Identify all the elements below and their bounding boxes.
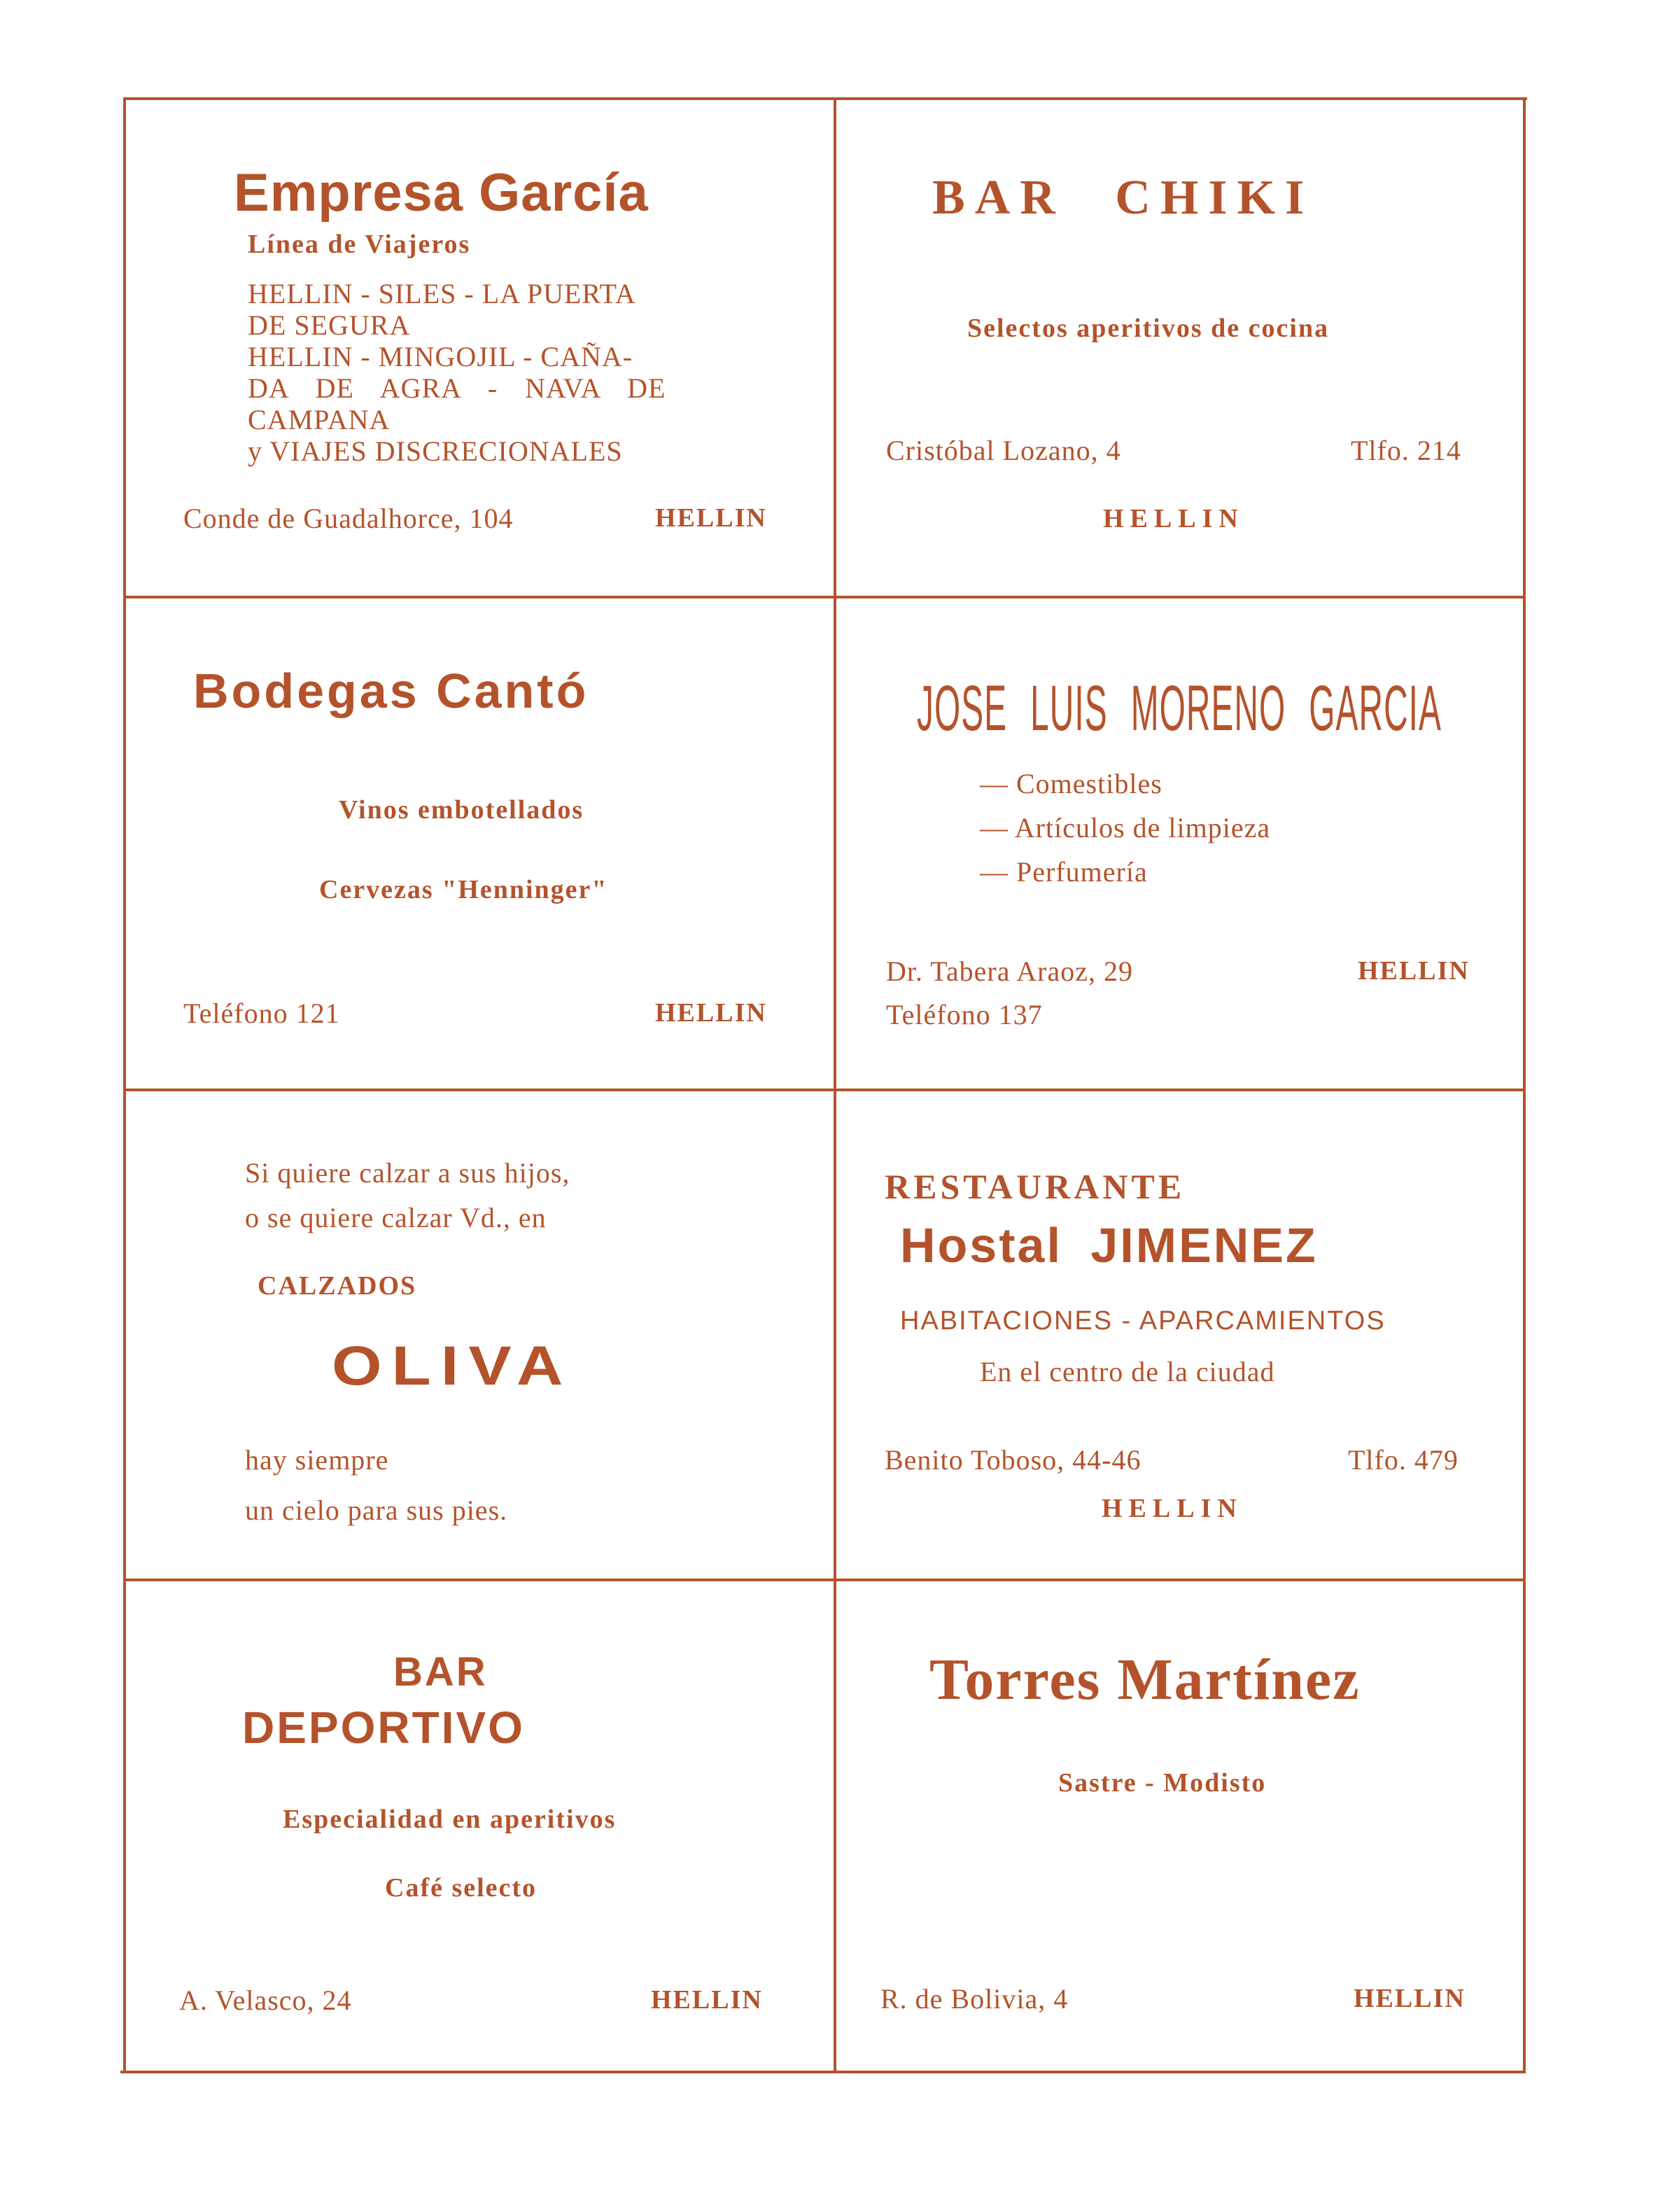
ad-line: HABITACIONES - APARCAMIENTOS (900, 1306, 1386, 1336)
ad-city: HELLIN (1103, 504, 1244, 533)
ad-title: BAR CHIKI (932, 171, 1314, 225)
ad-line: Cervezas "Henninger" (319, 875, 608, 904)
ad-city: HELLIN (651, 1985, 763, 2015)
ad-address: A. Velasco, 24 (179, 1984, 352, 2016)
route-line: DA DE AGRA - NAVA DE (248, 372, 666, 404)
product-item: — Artículos de limpieza (980, 812, 1271, 844)
ad-phone: Teléfono 121 (183, 997, 340, 1029)
frame-top-border (125, 97, 1527, 100)
ad-title: Hostal JIMENEZ (900, 1218, 1318, 1273)
ad-city: HELLIN (655, 998, 767, 1028)
ad-phone: Tlfo. 214 (1351, 435, 1461, 466)
ad-title: Torres Martínez (929, 1647, 1361, 1712)
ad-city: HELLIN (1358, 956, 1470, 986)
ad-city: HELLIN (655, 503, 767, 533)
ad-title: Empresa García (234, 163, 649, 223)
frame-right-border (1523, 97, 1526, 2073)
ad-tagline: Selectos aperitivos de cocina (967, 314, 1330, 343)
ad-phone: Teléfono 137 (886, 999, 1043, 1030)
route-line: y VIAJES DISCRECIONALES (248, 435, 623, 467)
ad-line: Vinos embotellados (339, 795, 584, 825)
ad-kicker: RESTAURANTE (885, 1167, 1186, 1206)
ad-intro: Si quiere calzar a sus hijos, (245, 1157, 570, 1189)
ad-title: JOSE LUIS MORENO GARCIA (917, 673, 1442, 744)
ad-title: BAR (393, 1649, 488, 1695)
frame-center-divider (834, 100, 836, 2071)
ad-address: R. de Bolivia, 4 (880, 1983, 1069, 2015)
ad-subtitle: Línea de Viajeros (248, 230, 471, 259)
ad-line: En el centro de la ciudad (980, 1356, 1275, 1387)
row-divider-2 (126, 1088, 1523, 1091)
ad-brand: OLIVA (332, 1335, 573, 1397)
ad-city: HELLIN (1354, 1984, 1466, 2013)
route-line: CAMPANA (248, 404, 391, 435)
ad-address: Benito Toboso, 44-46 (885, 1444, 1141, 1476)
ad-title: DEPORTIVO (242, 1702, 525, 1753)
ad-subtitle: Sastre - Modisto (1058, 1768, 1267, 1798)
ad-line: Café selecto (385, 1873, 538, 1903)
ad-outro: un cielo para sus pies. (245, 1494, 508, 1526)
ad-address: Cristóbal Lozano, 4 (886, 435, 1121, 466)
product-item: — Perfumería (980, 856, 1148, 888)
ad-line: Especialidad en aperitivos (283, 1805, 617, 1834)
row-divider-3 (126, 1578, 1523, 1581)
route-line: DE SEGURA (248, 309, 411, 341)
frame-bottom-border (120, 2071, 1523, 2073)
route-line: HELLIN - MINGOJIL - CAÑA- (248, 341, 633, 372)
frame-left-border (123, 97, 126, 2073)
ad-title: Bodegas Cantó (193, 664, 589, 718)
ad-intro: o se quiere calzar Vd., en (245, 1202, 547, 1233)
ad-outro: hay siempre (245, 1444, 389, 1476)
ad-label: CALZADOS (258, 1271, 417, 1301)
ad-address: Dr. Tabera Araoz, 29 (886, 955, 1134, 987)
ad-phone: Tlfo. 479 (1348, 1444, 1459, 1476)
product-item: — Comestibles (980, 768, 1162, 799)
ad-address: Conde de Guadalhorce, 104 (183, 503, 514, 534)
row-divider-1 (126, 596, 1523, 598)
route-line: HELLIN - SILES - LA PUERTA (248, 278, 636, 309)
ad-city: HELLIN (1102, 1494, 1243, 1523)
